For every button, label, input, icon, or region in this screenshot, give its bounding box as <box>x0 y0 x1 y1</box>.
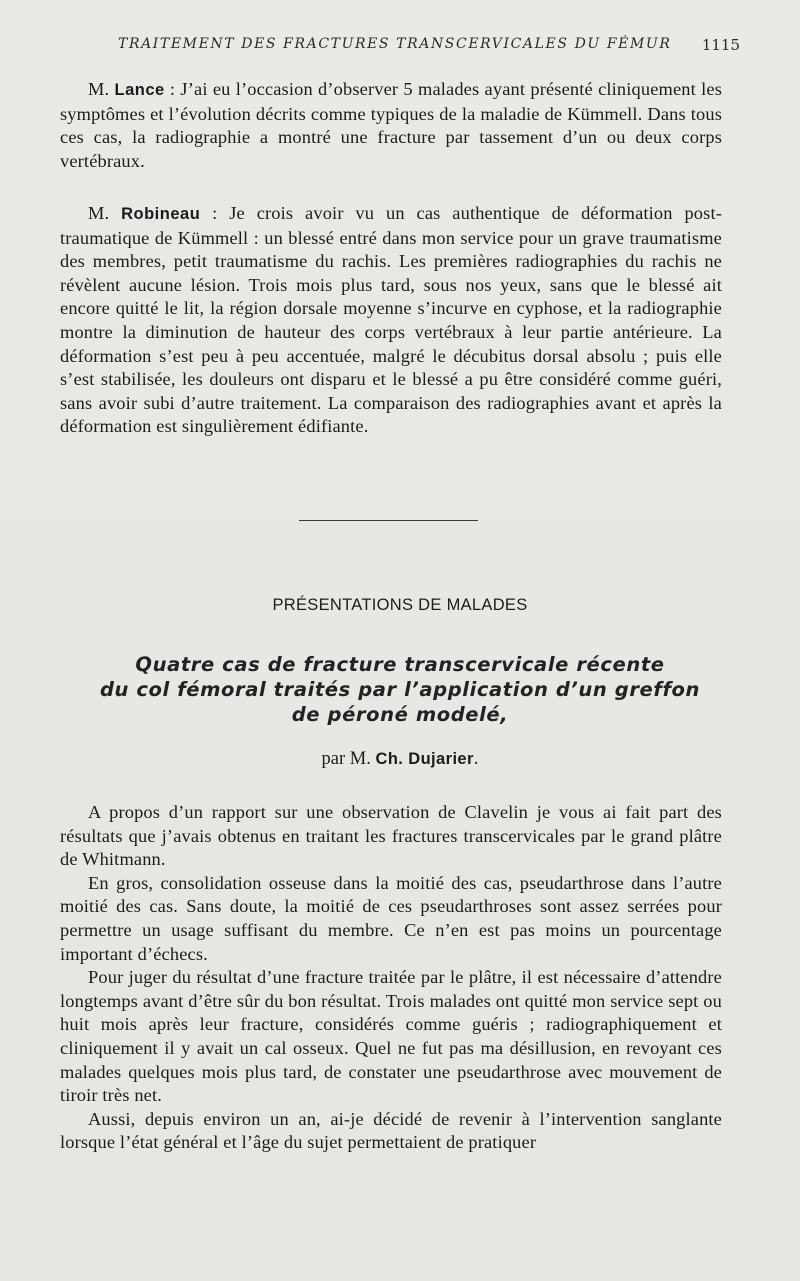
body-paragraph: Aussi, depuis environ un an, ai-je décidé de revenir à l’intervention sanglante lorsque l’état général et l’âge du sujet permettaient de pratiquer <box>60 1108 722 1153</box>
running-head <box>0 36 800 58</box>
byline <box>0 749 800 770</box>
body-paragraph: En gros, consolidation osseuse dans la moitié des cas, pseudarthrose dans l’autre moitié des cas. Sans doute, la moitié de ces pseudarthroses sont assez serrées pour permettre un usage suffisant du membre. Ce n’en est pas moins un pourcentage important d’échecs. <box>60 872 722 964</box>
article-title-line: Quatre cas de fracture transcervicale récente <box>135 653 665 676</box>
body-paragraph: A propos d’un rapport sur une observation de Clavelin je vous ai fait part des résultats que j’avais obtenus en traitant les fractures transcervicales par le grand plâtre de Whitmann. <box>60 802 722 870</box>
article-title-line: du col fémoral traités par l’application d’un greffon <box>99 678 701 701</box>
byline-prefix: par M. <box>321 749 376 769</box>
speaker-prefix: M. <box>88 203 122 223</box>
section-divider <box>299 520 478 521</box>
running-head-title: TRAITEMENT DES FRACTURES TRANSCERVICALES DU FÉMUR <box>118 36 672 52</box>
byline-suffix: . <box>473 749 479 769</box>
article-body <box>60 801 722 1155</box>
speaker-name: Robineau <box>121 205 201 223</box>
author-name: Ch. Dujarier <box>375 750 474 768</box>
body-paragraph: Pour juger du résultat d’une fracture traitée par le plâtre, il est nécessaire d’attendre longtemps avant d’être sûr du bon résultat. Trois malades ont quitté mon service sept ou huit mois après leur fracture, considérés comme guéris ; radiographiquement et cliniquement il y avait un cal osseux. Quel ne fut pas ma désillusion, en revoyant ces malades quelques mois plus tard, de constater une pseudarthrose avec mouvement de tiroir très net. <box>60 967 722 1106</box>
speaker-name: Lance <box>114 81 165 99</box>
discussion-robineau <box>60 202 722 439</box>
discussion-lance <box>60 78 722 173</box>
discussion-text: : Je crois avoir vu un cas authentique de déformation post-traumatique de Kümmell : un blessé entré dans mon service pour un grave traumatisme des membres, petit traumatisme du rachis. Les premières radiographies du rachis ne révèlent aucune lésion. Trois mois plus tard, sous nos yeux, sans que le blessé ait encore quitté le lit, la région dorsale moyenne s’incurve en cyphose, et la radiographie montre la diminution de hauteur des corps vertébraux à leur partie antérieure. La déformation s’est peu à peu accentuée, malgré le décubitus dorsal absolu ; puis elle s’est stabilisée, les douleurs ont disparu et le blessé a pu être considéré comme guéri, sans avoir subi d’autre traitement. La comparaison des radiographies avant et après la déformation est singulièrement édifiante. <box>60 203 722 437</box>
speaker-prefix: M. <box>88 79 115 99</box>
article-title-line: de péroné modelé, <box>291 703 509 726</box>
discussion-text: : J’ai eu l’occasion d’observer 5 malades ayant présenté cliniquement les symptômes et l’évolution décrits comme typiques de la maladie de Kümmell. Dans tous ces cas, la radiographie a montré une fracture par tassement d’un ou deux corps vertébraux. <box>60 79 723 171</box>
discussion-paragraph <box>60 78 722 173</box>
article-title <box>0 652 800 727</box>
discussion-paragraph <box>60 202 722 439</box>
section-heading: PRÉSENTATIONS DE MALADES <box>272 596 528 614</box>
page-number: 1115 <box>701 36 740 54</box>
